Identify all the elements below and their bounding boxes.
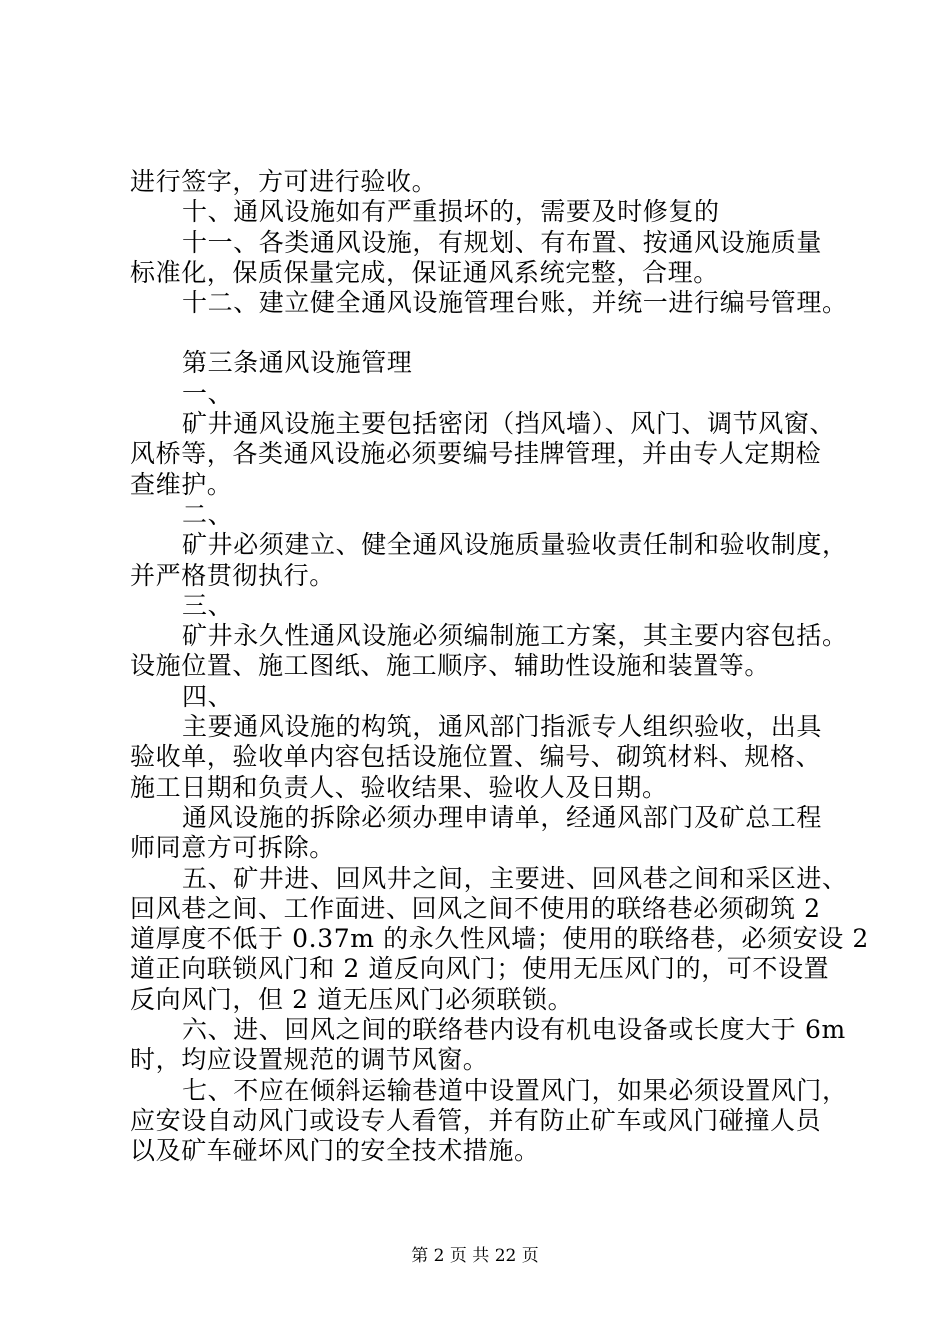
text-line: 标准化，保质保量完成，保证通风系统完整，合理。 (130, 257, 719, 287)
text-line: 验收单，验收单内容包括设施位置、编号、砌筑材料、规格、 (130, 742, 822, 772)
text-line: 师同意方可拆除。 (130, 833, 335, 863)
paragraph-gap (130, 318, 840, 348)
text-line: 以及矿车碰坏风门的安全技术措施。 (130, 1136, 540, 1166)
text-line: 进行签字，方可进行验收。 (130, 167, 438, 196)
text-line: 设施位置、施工图纸、施工顺序、辅助性设施和装置等。 (130, 651, 771, 681)
text-line: 矿井永久性通风设施必须编制施工方案，其主要内容包括。 (182, 621, 848, 651)
text-line: 五、矿井进、回风井之间，主要进、回风巷之间和采区进、 (182, 863, 848, 893)
text-line: 十一、各类通风设施，有规划、有布置、按通风设施质量 (182, 227, 823, 257)
text-line: 七、不应在倾斜运输巷道中设置风门，如果必须设置风门， (182, 1075, 848, 1105)
text-line: 二、 (182, 499, 234, 529)
text-line: 矿井通风设施主要包括密闭（挡风墙）、风门、调节风窗、 (182, 409, 836, 439)
text-line: 十二、建立健全通风设施管理台账，并统一进行编号管理。 (182, 288, 848, 318)
text-line: 一、 (182, 378, 234, 408)
text-line: 第三条通风设施管理 (182, 348, 413, 378)
text-line: 主要通风设施的构筑，通风部门指派专人组织验收，出具 (182, 712, 823, 742)
text-line: 六、进、回风之间的联络巷内设有机电设备或长度大于 6m (182, 1015, 846, 1045)
text-line: 道正向联锁风门和 2 道反向风门；使用无压风门的，可不设置 (130, 954, 830, 984)
document-body (130, 167, 869, 1167)
text-line: 风桥等，各类通风设施必须要编号挂牌管理，并由专人定期检 (130, 439, 822, 469)
text-line: 应安设自动风门或设专人看管，并有防止矿车或风门碰撞人员 (130, 1105, 822, 1135)
text-line: 施工日期和负责人、验收结果、验收人及日期。 (130, 772, 668, 802)
text-line: 反向风门，但 2 道无压风门必须联锁。 (130, 984, 574, 1014)
text-line: 十、通风设施如有严重损坏的，需要及时修复的 (182, 197, 720, 227)
text-line: 回风巷之间、工作面进、回风之间不使用的联络巷必须砌筑 2 (130, 893, 821, 923)
text-line: 道厚度不低于 0.37m 的永久性风墙；使用的联络巷，必须安设 2 (130, 924, 869, 954)
text-line: 四、 (182, 681, 234, 711)
text-line: 矿井必须建立、健全通风设施质量验收责任制和验收制度， (182, 530, 848, 560)
text-line: 查维护。 (130, 469, 233, 499)
text-line: 时，均应设置规范的调节风窗。 (130, 1045, 489, 1075)
text-line: 并严格贯彻执行。 (130, 560, 335, 590)
text-line: 三、 (182, 590, 234, 620)
text-line: 通风设施的拆除必须办理申请单，经通风部门及矿总工程 (182, 802, 823, 832)
page-footer: 第 2 页 共 22 页 (411, 1246, 539, 1266)
